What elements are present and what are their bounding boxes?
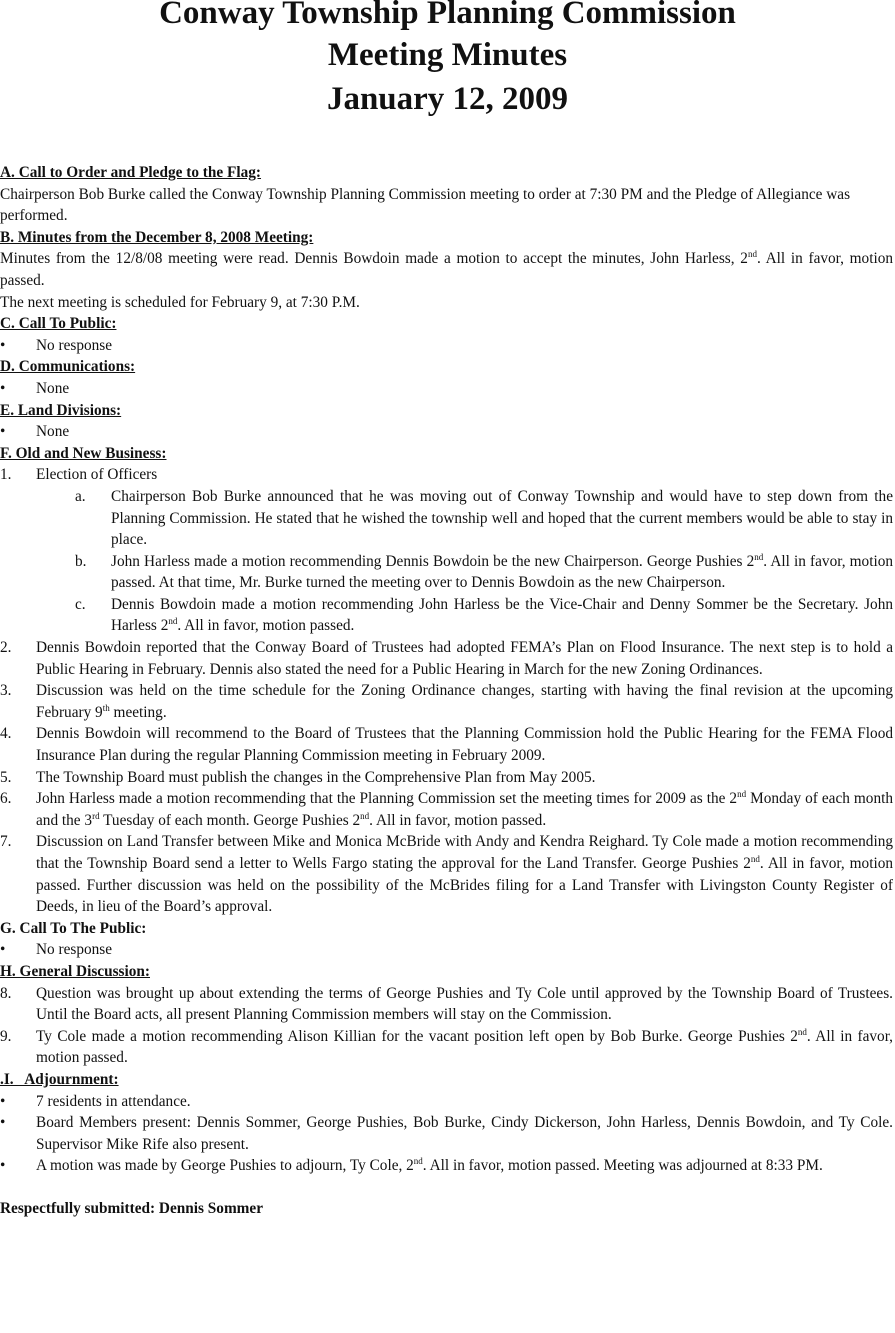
list-item [0,831,893,917]
list-item [0,464,893,486]
sub-item-letter: c. [75,595,86,613]
superscript: nd [747,249,757,260]
bullet-text: None [36,423,70,441]
sub-list-item [0,551,893,594]
item-text: Monday of each month and the 3 [36,790,894,829]
list-item [0,335,893,357]
superscript: nd [750,853,760,864]
superscript: nd [360,810,370,821]
item-text: Dennis Bowdoin reported that the Conway Board of Trustees had adopted FEMA’s Plan on Flood Insurance. The next step is to hold a Public Hearing in February. Dennis also stated the need for a Public Hearing in March for the new Zoning Ordinances. [36,639,893,678]
list-item [0,767,893,789]
list-item [0,788,893,831]
section-f-heading: F. Old and New Business: [0,444,167,462]
superscript: nd [737,789,747,800]
list-item [0,1112,893,1155]
section-b-heading: B. Minutes from the December 8, 2008 Meeting: [0,228,314,246]
sub-item-letter: a. [75,487,86,505]
section-a-text: Chairperson Bob Burke called the Conway Township Planning Commission meeting to order at 7:30 PM and the Pledge of Allegiance was performed. [0,185,851,225]
item-number: 8. [0,984,12,1002]
superscript: rd [92,810,100,821]
list-item [0,983,893,1026]
list-item [0,939,893,961]
section-b-text-part: . All in favor, motion passed. [0,250,894,289]
list-item [0,1155,893,1177]
section-i-heading: .I. Adjournment: [0,1070,119,1088]
item-text: . All in favor, motion passed. Further discussion was held on the possibility of the McBrides filing for a Land Transfer with Livingston County Register of Deeds, in lieu of the Board’s approval. [36,855,894,916]
title-line-2: Meeting Minutes [327,37,568,73]
section-e-heading: E. Land Divisions: [0,401,122,419]
section-a-heading: A. Call to Order and Pledge to the Flag: [0,164,262,181]
item-text: Dennis Bowdoin will recommend to the Board of Trustees that the Planning Commission hold the Public Hearing for the FEMA Flood Insurance Plan during the regular Planning Commission meeting in February 2009. [36,725,893,765]
bullet-text: 7 residents in attendance. [36,1092,191,1110]
section-g-heading: G. Call To The Public: [0,919,147,937]
item-text: Question was brought up about extending the terms of George Pushies and Ty Cole until approved by the Township Board of Trustees. Until the Board acts, all present Planning Commission members will stay on the Commission. [36,984,893,1024]
bullet-text: No response [36,336,113,354]
bullet-text: Board Members present: Dennis Sommer, George Pushies, Bob Burke, Cindy Dickerson, John Harless, Dennis Bowdoin, and Ty Cole. Supervisor Mike Rife also present. [36,1114,893,1153]
item-number: 6. [0,790,12,808]
list-item [0,723,893,766]
bullet-icon: • [0,1157,6,1175]
item-text: John Harless made a motion recommending that the Planning Commission set the meeting times for 2009 as the 2 [36,790,738,808]
superscript: nd [797,1026,807,1037]
list-item [0,1026,893,1069]
sub-list-item [0,486,893,551]
minutes-body [0,162,893,1220]
list-item [0,378,893,400]
sub-item-text: . All in favor, motion passed. At that time, Mr. Burke turned the meeting over to Dennis Bowdoin as the new Chairperson. [111,552,893,592]
sub-item-text: Chairperson Bob Burke announced that he was moving out of Conway Township and would have to step down from the Planning Commission. He stated that he wished the township well and hoped that the current members would be able to stay in place. [111,487,893,549]
bullet-icon: • [0,336,6,354]
bullet-icon: • [0,1114,6,1132]
item-text: Discussion on Land Transfer between Mike and Monica McBride with Andy and Kendra Reighard. Ty Cole made a motion recommending that the Township Board send a letter to Wells Fargo stating the approval for the Land Transfer. George Pushies 2 [36,833,893,872]
item-number: 4. [0,725,12,743]
bullet-text: . All in favor, motion passed. Meeting was adjourned at 8:33 PM. [422,1157,823,1175]
item-number: 1. [0,466,12,484]
bullet-icon: • [0,423,6,441]
item-text: Election of Officers [36,466,158,484]
item-number: 5. [0,768,12,786]
list-item [0,680,893,723]
bullet-text: None [36,379,70,397]
item-text: Ty Cole made a motion recommending Alison Killian for the vacant position left open by Bob Burke. George Pushies 2 [36,1027,798,1045]
item-number: 7. [0,833,12,851]
item-text: . All in favor, motion passed. [36,1027,894,1067]
sub-item-text: . All in favor, motion passed. [177,617,355,635]
sub-item-letter: b. [75,552,87,570]
sub-list-item [0,594,893,637]
bullet-icon: • [0,1092,6,1110]
section-c-heading: C. Call To Public: [0,315,117,333]
title-line-1: Conway Township Planning Commission [159,0,736,31]
list-item [0,1091,893,1113]
item-text: Discussion was held on the time schedule for the Zoning Ordinance changes, starting with having the final revision at the upcoming February 9 [36,682,893,721]
signature-line: Respectfully submitted: Dennis Sommer [0,1199,264,1217]
section-b-text [0,248,893,291]
bullet-icon: • [0,941,6,959]
title-line-3: January 12, 2009 [326,81,569,117]
bullet-text: No response [36,941,113,959]
bullet-text: A motion was made by George Pushies to adjourn, Ty Cole, 2 [36,1157,414,1175]
item-number: 9. [0,1027,12,1045]
next-meeting-text: The next meeting is scheduled for February 9, at 7:30 P.M. [0,293,360,311]
section-d-heading: D. Communications: [0,358,136,376]
item-number: 3. [0,682,12,700]
item-text: Tuesday of each month. George Pushies 2 [99,811,361,829]
superscript: th [102,702,110,713]
superscript: nd [413,1156,423,1167]
list-item [0,637,893,680]
bullet-icon: • [0,379,6,397]
sub-item-text: Dennis Bowdoin made a motion recommending John Harless be the Vice-Chair and Denny Sommer be the Secretary. John Harless 2 [111,595,893,635]
sub-item-text: John Harless made a motion recommending Dennis Bowdoin be the new Chairperson. George Pushies 2 [111,552,755,570]
item-text: meeting. [109,703,167,721]
item-number: 2. [0,639,12,657]
superscript: nd [754,551,764,562]
item-text: . All in favor, motion passed. [369,811,547,829]
spacer [0,1177,893,1198]
item-text: The Township Board must publish the changes in the Comprehensive Plan from May 2005. [36,768,596,786]
section-b-text-part: Minutes from the 12/8/08 meeting were read. Dennis Bowdoin made a motion to accept the minutes, John Harless, 2 [0,250,748,268]
list-item [0,421,893,443]
section-h-heading: H. General Discussion: [0,962,150,980]
superscript: nd [168,616,178,627]
